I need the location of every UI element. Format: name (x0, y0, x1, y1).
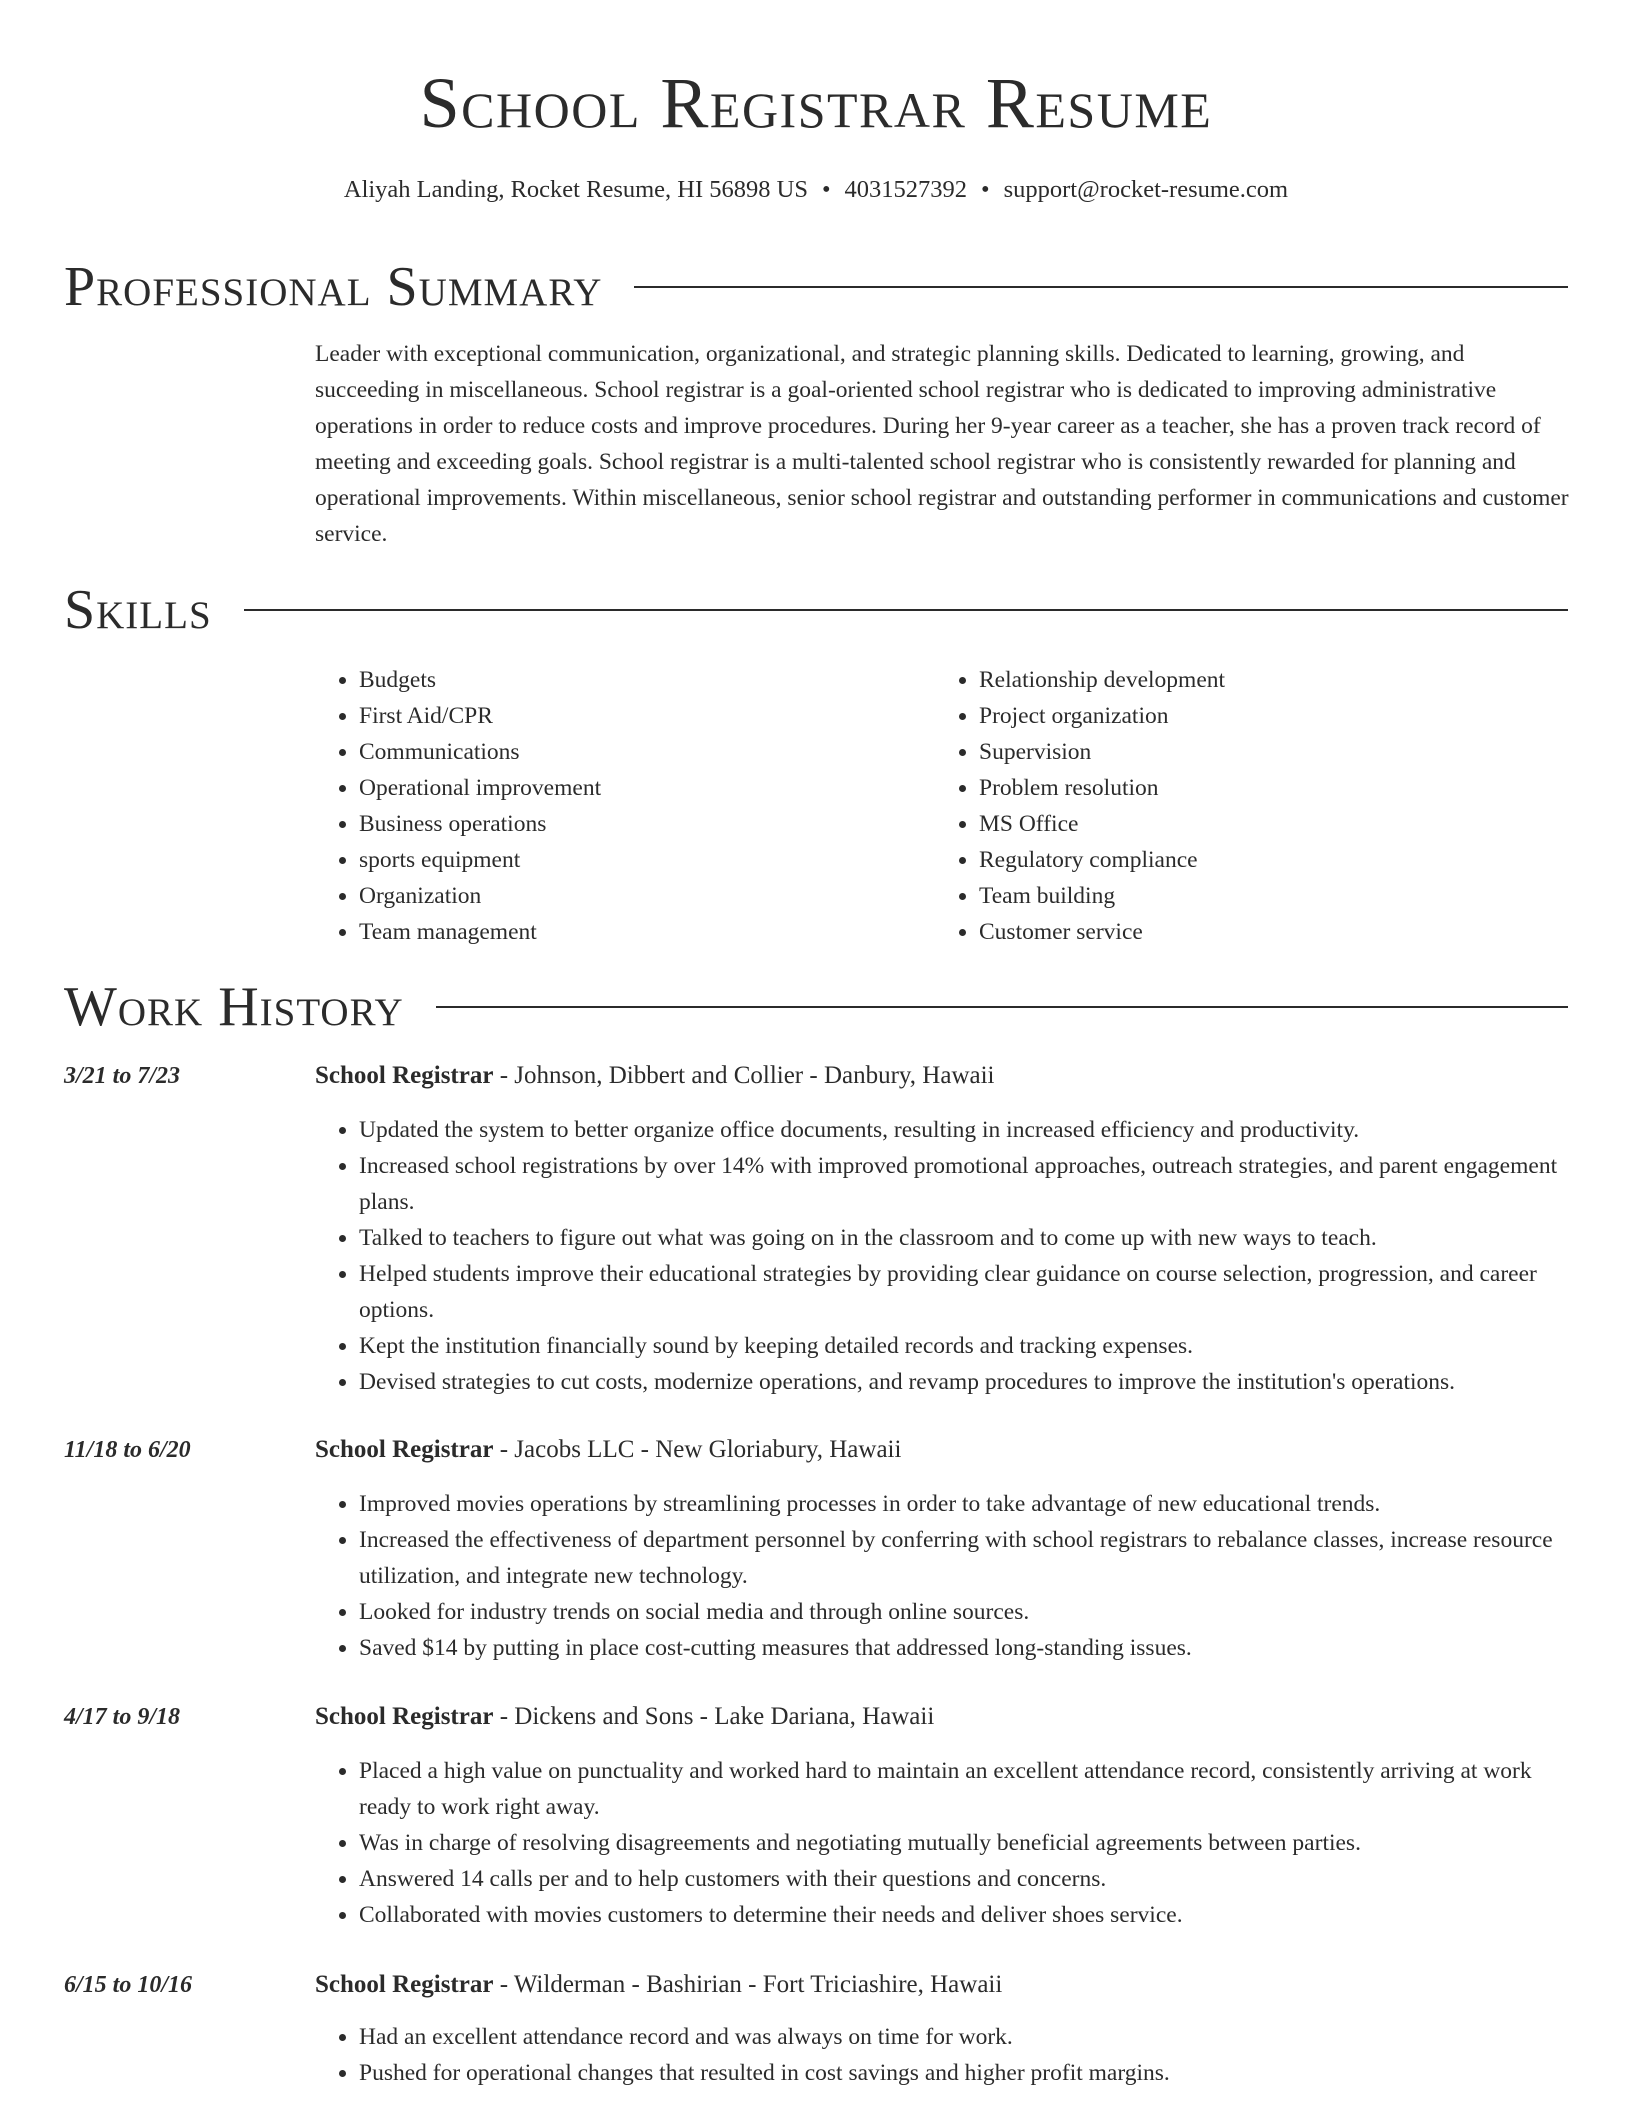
job-duty: • Looked for industry trends on social media and through online sources. (359, 1594, 1568, 1630)
skill-item: • Supervision (979, 734, 1555, 770)
job-duty: • Talked to teachers to figure out what was going on in the classroom and to come up with new ways to teach. (359, 1220, 1568, 1256)
summary-section-header (64, 255, 1568, 319)
section-divider (244, 609, 1568, 611)
skill-item: • Team building (979, 878, 1555, 914)
skill-item: • Team management (359, 914, 935, 950)
job-role-line (315, 1432, 901, 1468)
job-duty: • Kept the institution financially sound by keeping detailed records and tracking expenses. (359, 1328, 1568, 1364)
contact-line (0, 175, 1632, 205)
job-entry (64, 1058, 1568, 1400)
job-role-line (315, 1699, 934, 1735)
skill-item: • Business operations (359, 806, 935, 842)
job-header (64, 1699, 1568, 1735)
section-divider (634, 286, 1568, 288)
contact-address: Aliyah Landing, Rocket Resume, HI 56898 US (343, 176, 808, 203)
contact-separator: • (981, 176, 990, 203)
skill-item: • Organization (359, 878, 935, 914)
contact-phone: 4031527392 (844, 176, 968, 203)
job-title: School Registrar (315, 1703, 494, 1730)
summary-heading: Professional Summary (64, 256, 603, 318)
job-duty: • Saved $14 by putting in place cost-cutting measures that addressed long-standing issues. (359, 1630, 1568, 1666)
job-header (64, 1967, 1568, 2003)
work-section-header (64, 975, 1568, 1039)
skill-item: • Operational improvement (359, 770, 935, 806)
job-duty: • Increased school registrations by over 14% with improved promotional approaches, outreach strategies, and parent engagement plans. (359, 1148, 1568, 1220)
job-duty: • Collaborated with movies customers to determine their needs and deliver shoes service. (359, 1897, 1568, 1933)
job-duty: • Increased the effectiveness of department personnel by conferring with school registrars to rebalance classes, increase resource utilization, and integrate new technology. (359, 1522, 1568, 1594)
skills-heading: Skills (64, 579, 212, 641)
job-duty: • Pushed for operational changes that resulted in cost savings and higher profit margins. (359, 2055, 1568, 2091)
work-heading: Work History (64, 976, 404, 1038)
job-duty: • Improved movies operations by streamlining processes in order to take advantage of new educational trends. (359, 1486, 1568, 1522)
summary-text: Leader with exceptional communication, organizational, and strategic planning skills. Dedicated to learning, growing, and succeeding in miscellaneous. School registrar is a goal-oriented school registrar who is dedicated to improving administrative operations in order to reduce costs and improve procedures. During her 9-year career as a teacher, she has a proven track record of meeting and exceeding goals. School registrar is a multi-talented school registrar who is consistently rewarded for planning and operational improvements. Within miscellaneous, senior school registrar and outstanding performer in communications and customer service. (315, 341, 1569, 547)
skill-item: • Problem resolution (979, 770, 1555, 806)
skill-item: • sports equipment (359, 842, 935, 878)
job-duties (315, 1753, 1568, 1933)
job-employer: - Johnson, Dibbert and Collier - Danbury, Hawaii (493, 1062, 995, 1089)
skill-item: • MS Office (979, 806, 1555, 842)
job-employer: - Dickens and Sons - Lake Dariana, Hawaii (493, 1703, 935, 1730)
job-entry (64, 1699, 1568, 1933)
job-dates: 4/17 to 9/18 (64, 1704, 181, 1730)
job-duties (315, 2019, 1568, 2091)
skill-item: • First Aid/CPR (359, 698, 935, 734)
job-duties (315, 1486, 1568, 1666)
job-role-line (315, 1967, 1002, 2003)
skills-section-header (64, 578, 1568, 642)
resume-title: School Registrar Resume (419, 63, 1213, 143)
job-title: School Registrar (315, 1062, 494, 1089)
skills-column-left (315, 662, 935, 950)
job-dates: 11/18 to 6/20 (64, 1437, 191, 1463)
job-duty: • Had an excellent attendance record and was always on time for work. (359, 2019, 1568, 2055)
skills-column-right (935, 662, 1555, 950)
job-duty: • Was in charge of resolving disagreements and negotiating mutually beneficial agreements between parties. (359, 1825, 1568, 1861)
job-duty: • Updated the system to better organize office documents, resulting in increased efficiency and productivity. (359, 1112, 1568, 1148)
skill-item: • Project organization (979, 698, 1555, 734)
job-duties (315, 1112, 1568, 1400)
skill-item: • Customer service (979, 914, 1555, 950)
section-divider (436, 1006, 1568, 1008)
job-employer: - Wilderman - Bashirian - Fort Triciashire, Hawaii (493, 1971, 1003, 1998)
job-entry (64, 1967, 1568, 2091)
contact-separator: • (821, 176, 831, 203)
job-duty: • Placed a high value on punctuality and worked hard to maintain an excellent attendance record, consistently arriving at work ready to work right away. (359, 1753, 1568, 1825)
job-duty: • Helped students improve their educational strategies by providing clear guidance on course selection, progression, and career options. (359, 1256, 1568, 1328)
skills-list (315, 662, 1570, 950)
skill-item: • Budgets (359, 662, 935, 698)
job-title: School Registrar (315, 1436, 494, 1463)
job-header (64, 1432, 1568, 1468)
job-title: School Registrar (315, 1971, 494, 1998)
job-role-line (315, 1058, 995, 1094)
contact-email: support@rocket-resume.com (1003, 176, 1289, 203)
job-employer: - Jacobs LLC - New Gloriabury, Hawaii (493, 1436, 902, 1463)
skill-item: • Relationship development (979, 662, 1555, 698)
job-dates: 6/15 to 10/16 (64, 1972, 193, 1998)
job-entry (64, 1432, 1568, 1666)
job-header (64, 1058, 1568, 1094)
job-duty: • Devised strategies to cut costs, modernize operations, and revamp procedures to improve the institution's operations. (359, 1364, 1568, 1400)
job-dates: 3/21 to 7/23 (64, 1063, 181, 1089)
job-duty: • Answered 14 calls per and to help customers with their questions and concerns. (359, 1861, 1568, 1897)
skill-item: • Communications (359, 734, 935, 770)
skill-item: • Regulatory compliance (979, 842, 1555, 878)
